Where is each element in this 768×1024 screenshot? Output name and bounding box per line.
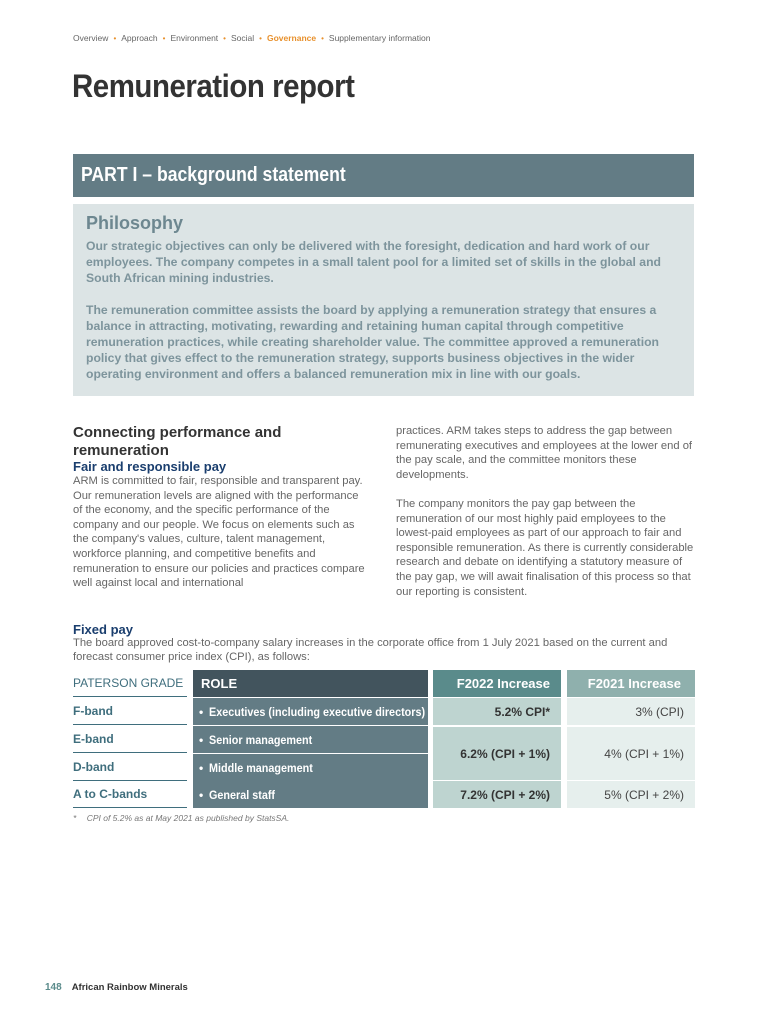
role-cell — [193, 698, 428, 725]
breadcrumb — [73, 33, 431, 43]
role-cell — [193, 726, 428, 753]
breadcrumb-separator: • — [162, 33, 166, 43]
f2021-value: 3% (CPI) — [567, 698, 695, 725]
role-text: General staff — [209, 787, 276, 802]
page-number: 148 — [45, 982, 62, 993]
company-name: African Rainbow Minerals — [71, 982, 188, 993]
header-role: ROLE — [193, 670, 428, 697]
grade-cell: D-band — [73, 754, 187, 781]
page-footer — [45, 982, 188, 993]
header-paterson-grade: PATERSON GRADE — [73, 670, 187, 697]
grade-cell: A to C-bands — [73, 781, 187, 808]
breadcrumb-separator: • — [223, 33, 226, 43]
breadcrumb-approach[interactable]: Approach — [121, 33, 158, 43]
role-cell — [193, 754, 428, 781]
footnote-marker: * — [73, 813, 77, 823]
breadcrumb-environment[interactable]: Environment — [170, 33, 219, 43]
fair-pay-text-col1: ARM is committed to fair, responsible and transparent pay. Our remuneration levels are aligned with the performance of the economy, and the specific performance of the company and our people. We focus on elements such as the company's values, culture, talent management, workforce planning, and competitive benefits and remuneration to ensure our policies and practices compare well against local and international — [73, 475, 365, 590]
part-banner-title: PART I – background statement — [81, 164, 346, 186]
f2022-value: 5.2% CPI* — [433, 698, 561, 725]
breadcrumb-separator: • — [259, 33, 262, 43]
f2021-value: 5% (CPI + 2%) — [567, 781, 695, 808]
fair-pay-text-col2-p1: practices. ARM takes steps to address the gap between remunerating executives and employees at the lower end of the pay scale, and the committee monitors these developments. — [396, 425, 693, 481]
philosophy-paragraph-1: Our strategic objectives can only be delivered with the foresight, dedication and hard work of our employees. The company competes in a small talent pool for a limited set of skills in the global and South African mining industries. — [86, 239, 661, 285]
breadcrumb-supplementary[interactable]: Supplementary information — [328, 33, 431, 43]
bullet: • — [199, 760, 204, 775]
breadcrumb-separator: • — [113, 33, 117, 43]
part-banner — [73, 154, 694, 197]
f2022-value: 6.2% (CPI + 1%) — [433, 727, 561, 780]
grade-cell: F-band — [73, 698, 187, 725]
grade-cell: E-band — [73, 726, 187, 753]
footnote — [73, 813, 289, 823]
breadcrumb-social[interactable]: Social — [230, 33, 255, 43]
role-text: Middle management — [209, 760, 314, 775]
header-f2021-increase: F2021 Increase — [567, 670, 695, 697]
page-title: Remuneration report — [72, 68, 355, 104]
bullet: • — [199, 704, 204, 719]
fixed-pay-text: The board approved cost-to-company salary increases in the corporate office from 1 July 2021 based on the current and forecast consumer price index (CPI), as follows: — [73, 637, 668, 663]
bullet: • — [199, 732, 204, 747]
role-text: Senior management — [209, 732, 313, 747]
breadcrumb-separator: • — [321, 33, 324, 43]
role-text: Executives (including executive directors) — [209, 704, 426, 719]
philosophy-box — [73, 204, 694, 396]
fixed-pay-heading: Fixed pay — [73, 622, 133, 637]
footnote-text: CPI of 5.2% as at May 2021 as published by StatsSA. — [86, 813, 290, 823]
connecting-heading: Connecting performance and remuneration — [73, 424, 282, 459]
fair-pay-heading: Fair and responsible pay — [73, 459, 227, 474]
bullet: • — [199, 787, 204, 802]
f2021-value: 4% (CPI + 1%) — [567, 727, 695, 780]
fair-pay-text-col2-p2: The company monitors the pay gap between the remuneration of our most highly paid employees to the lowest-paid employees as part of our approach to fair and responsible remuneration. As there is currently considerable research and debate on identifying a statutory measure of the pay gap, we will await finalisation of this process so that our reporting is consistent. — [396, 498, 694, 598]
philosophy-heading: Philosophy — [86, 213, 184, 233]
header-f2022-increase: F2022 Increase — [433, 670, 561, 697]
role-cell — [193, 781, 428, 808]
philosophy-paragraph-2: The remuneration committee assists the board by applying a remuneration strategy that ensures a balance in attracting, motivating, rewarding and retaining human capital through competitive remuneration practices, while creating shareholder value. The committee approved a remuneration policy that gives effect to the remuneration strategy, supports business objectives in the wider operating environment and offers a balanced remuneration mix in line with our goals. — [86, 303, 659, 381]
breadcrumb-overview[interactable]: Overview — [73, 33, 109, 43]
f2022-value: 7.2% (CPI + 2%) — [433, 781, 561, 808]
breadcrumb-governance[interactable]: Governance — [266, 33, 317, 43]
